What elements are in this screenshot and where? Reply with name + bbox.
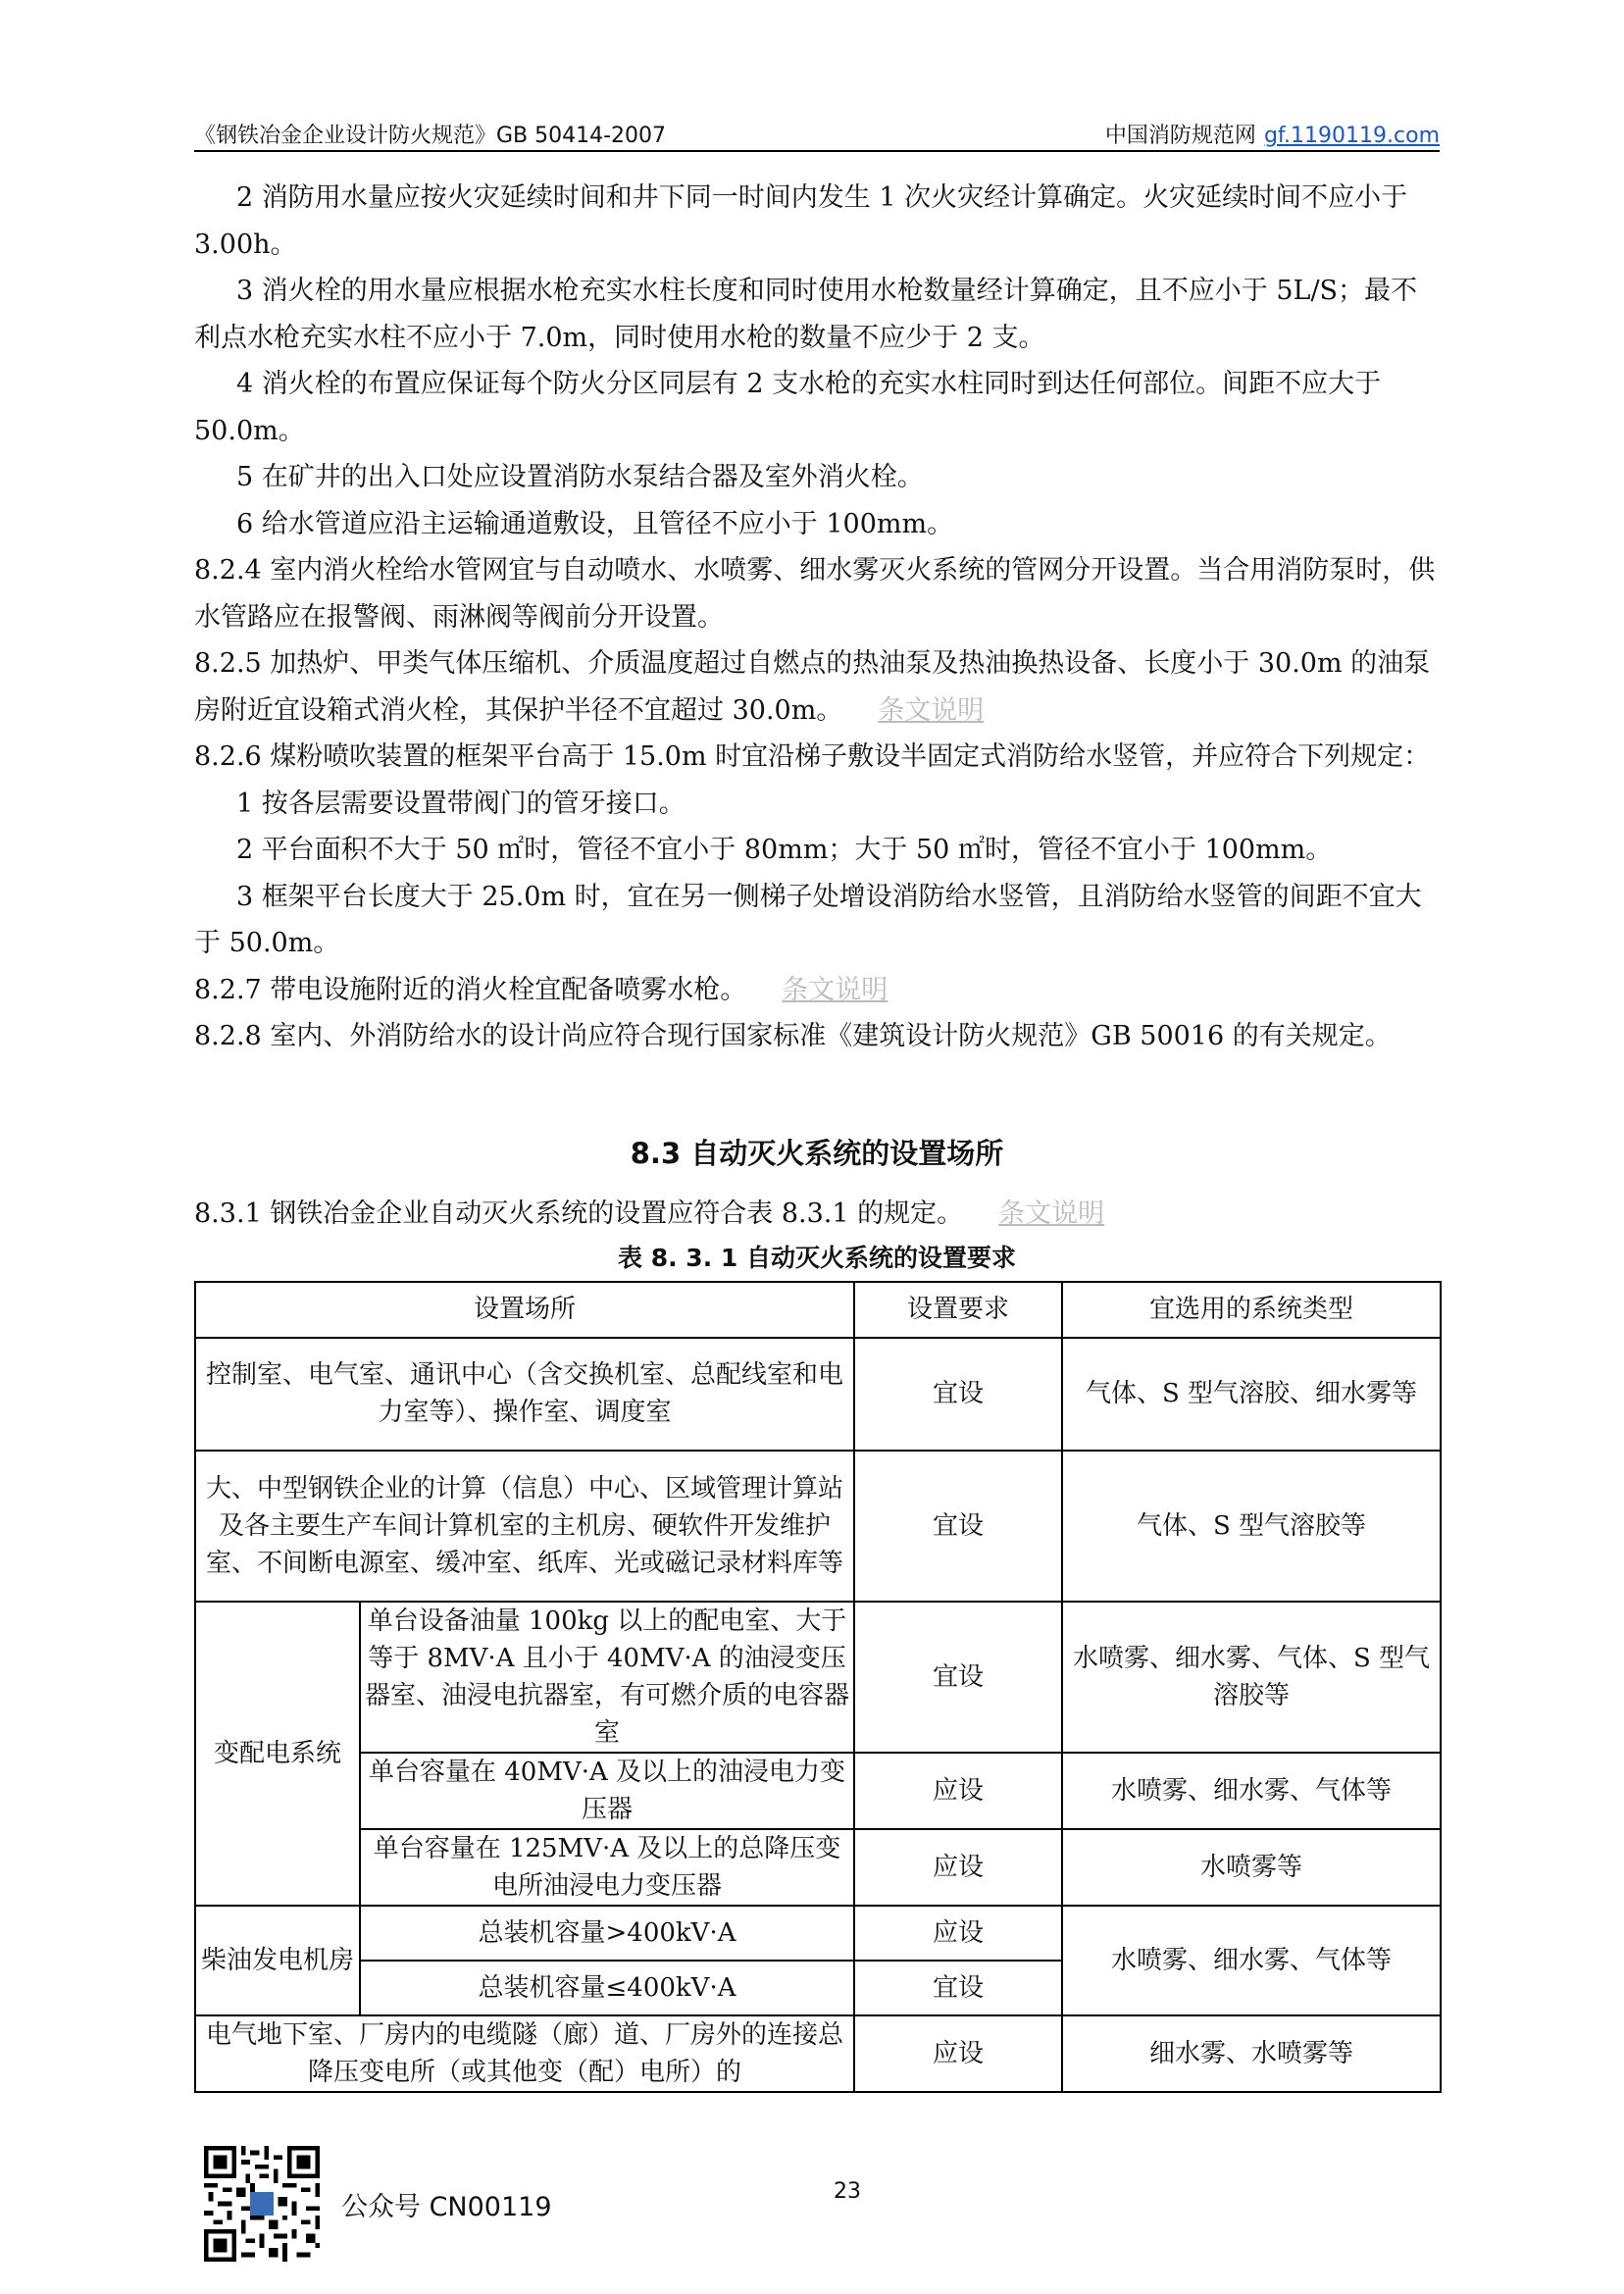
paragraph: 3 消火栓的用水量应根据水枪充实水柱长度和同时使用水枪数量经计算确定，且不应小于 5L/S；最不利点水枪充实水柱不应小于 7.0m，同时使用水枪的数量不应少于 2 支。: [194, 276, 1418, 353]
header-system-type: 宜选用的系统类型: [1062, 1282, 1441, 1338]
type-cell: 水喷雾等: [1062, 1829, 1441, 1906]
header-rule: [194, 150, 1440, 152]
explanation-link[interactable]: 条文说明: [878, 694, 985, 726]
paragraph-text: 8.2.5 加热炉、甲类气体压缩机、介质温度超过自燃点的热油泵及热油换热设备、长度小于 30.0m 的油泵房附近宜设箱式消火栓，其保护半径不宜超过 30.0m。: [194, 648, 1431, 726]
paragraph: 1 按各层需要设置带阀门的管牙接口。: [236, 788, 685, 819]
table-row: [195, 1753, 1441, 1829]
requirement-cell: 应设: [854, 1753, 1062, 1829]
place-cell: 单台容量在 40MV·A 及以上的油浸电力变压器: [360, 1753, 854, 1829]
requirement-cell: 宜设: [854, 1602, 1062, 1753]
requirement-cell: 应设: [854, 1906, 1062, 1961]
place-cell: 电气地下室、厂房内的电缆隧（廊）道、厂房外的连接总降压变电所（或其他变（配）电所）的: [195, 2015, 854, 2092]
explanation-link[interactable]: 条文说明: [782, 974, 888, 1005]
table-row: [195, 1602, 1441, 1753]
paragraph-text: 8.2.7 带电设施附近的消火栓宜配备喷雾水枪。: [194, 974, 747, 1005]
place-cell: 总装机容量>400kV·A: [360, 1906, 854, 1961]
type-cell: 细水雾、水喷雾等: [1062, 2015, 1441, 2092]
requirement-cell: 宜设: [854, 1451, 1062, 1602]
page-body: [194, 175, 1440, 2093]
table-row: [195, 1451, 1441, 1602]
paragraph: 8.2.8 室内、外消防给水的设计尚应符合现行国家标准《建筑设计防火规范》GB 50016 的有关规定。: [194, 1021, 1392, 1051]
paragraph: 8.2.6 煤粉喷吹装置的框架平台高于 15.0m 时宜沿梯子敷设半固定式消防给水竖管，并应符合下列规定：: [194, 741, 1431, 772]
footer-wechat: 公众号 CN00119: [341, 2192, 552, 2222]
group-cell: 变配电系统: [195, 1602, 360, 1906]
type-cell: 气体、S 型气溶胶、细水雾等: [1062, 1338, 1441, 1451]
requirement-cell: 宜设: [854, 1338, 1062, 1451]
paragraph-825: [194, 640, 1440, 734]
header-site: [1105, 119, 1440, 149]
requirement-cell: 宜设: [854, 1961, 1062, 2015]
paragraph: 5 在矿井的出入口处应设置消防水泵结合器及室外消火栓。: [236, 462, 924, 492]
type-cell: 水喷雾、细水雾、气体等: [1062, 1906, 1441, 2015]
group-cell: 柴油发电机房: [195, 1906, 360, 2015]
place-cell: 总装机容量≤400kV·A: [360, 1961, 854, 2015]
settings-table: [194, 1281, 1442, 2093]
place-cell: 单台容量在 125MV·A 及以上的总降压变电所油浸电力变压器: [360, 1829, 854, 1906]
paragraph-827: [194, 967, 1440, 1014]
paragraph: 2 消防用水量应按火灾延续时间和井下同一时间内发生 1 次火灾经计算确定。火灾延续时间不应小于 3.00h。: [194, 182, 1408, 260]
section-title: 8.3 自动灭火系统的设置场所: [630, 1136, 1004, 1170]
header-document-title: 《钢铁冶金企业设计防火规范》GB 50414-2007: [194, 124, 667, 148]
header-site-label: 中国消防规范网: [1104, 124, 1256, 148]
table-row: [195, 1338, 1441, 1451]
paragraph: 2 平台面积不大于 50 ㎡时，管径不宜小于 80mm；大于 50 ㎡时，管径不宜小于 100mm。: [236, 835, 1333, 865]
requirement-cell: 应设: [854, 1829, 1062, 1906]
header-site-link[interactable]: gf.1190119.com: [1263, 124, 1440, 148]
page-number: 23: [834, 2179, 861, 2204]
requirement-cell: 应设: [854, 2015, 1062, 2092]
table-row: [195, 2015, 1441, 2092]
table-row: [195, 1829, 1441, 1906]
place-cell: 大、中型钢铁企业的计算（信息）中心、区域管理计算站及各主要生产车间计算机室的主机房、硬软件开发维护室、不间断电源室、缓冲室、纸库、光或磁记录材料库等: [195, 1451, 854, 1602]
place-cell: 单台设备油量 100kg 以上的配电室、大于等于 8MV·A 且小于 40MV·A 的油浸变压器室、油浸电抗器室，有可燃介质的电容器室: [360, 1602, 854, 1753]
table-title: 表 8. 3. 1 自动灭火系统的设置要求: [618, 1243, 1016, 1272]
table-row: [195, 1906, 1441, 1961]
paragraph: 8.2.4 室内消火栓给水管网宜与自动喷水、水喷雾、细水雾灭火系统的管网分开设置。当合用消防泵时，供水管路应在报警阀、雨淋阀等阀前分开设置。: [194, 555, 1436, 633]
paragraph: 4 消火栓的布置应保证每个防火分区同层有 2 支水枪的充实水柱同时到达任何部位。间距不应大于 50.0m。: [194, 369, 1382, 446]
header-requirement: 设置要求: [854, 1282, 1062, 1338]
paragraph-text: 8.3.1 钢铁冶金企业自动灭火系统的设置应符合表 8.3.1 的规定。: [194, 1198, 964, 1229]
header-place: 设置场所: [195, 1282, 854, 1338]
place-cell: 控制室、电气室、通讯中心（含交换机室、总配线室和电力室等）、操作室、调度室: [195, 1338, 854, 1451]
table-header-row: [195, 1282, 1441, 1338]
explanation-link[interactable]: 条文说明: [998, 1198, 1105, 1229]
type-cell: 水喷雾、细水雾、气体等: [1062, 1753, 1441, 1829]
paragraph-831: [194, 1191, 1440, 1238]
paragraph: 6 给水管道应沿主运输通道敷设，且管径不应小于 100mm。: [236, 508, 954, 539]
qr-code-icon: [204, 2146, 320, 2262]
type-cell: 气体、S 型气溶胶等: [1062, 1451, 1441, 1602]
type-cell: 水喷雾、细水雾、气体、S 型气溶胶等: [1062, 1602, 1441, 1753]
paragraph: 3 框架平台长度大于 25.0m 时，宜在另一侧梯子处增设消防给水竖管，且消防给水竖管的间距不宜大于 50.0m。: [194, 881, 1422, 958]
